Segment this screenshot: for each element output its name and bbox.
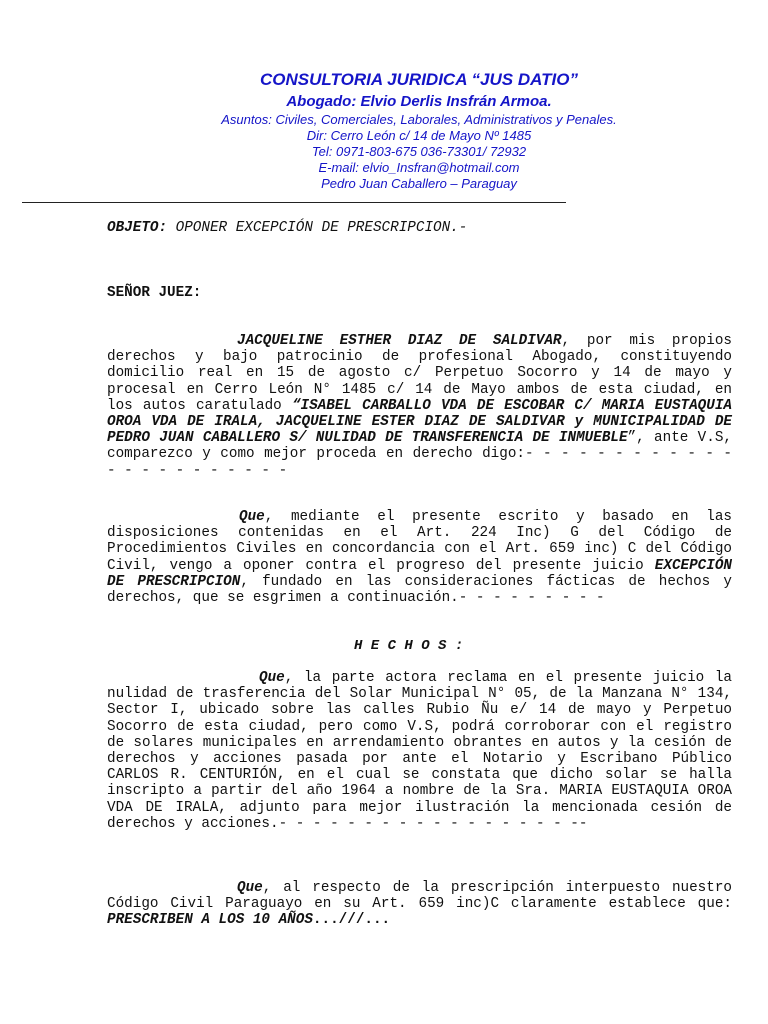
- phone-numbers: Tel: 0971-803-675 036-73301/ 72932: [311, 144, 527, 159]
- party-name: JACQUELINE ESTHER DIAZ DE SALDIVAR: [237, 333, 562, 349]
- paragraph-prescripcion: [107, 880, 732, 929]
- que-label: Que: [239, 509, 265, 525]
- paragraph-hechos: [107, 670, 732, 832]
- exception-title: EXCEPCIÓN DE PRESCRIPCION: [107, 557, 732, 590]
- office-address: Dir: Cerro León c/ 14 de Mayo Nº 1485: [306, 128, 532, 143]
- salutation: SEÑOR JUEZ:: [107, 285, 202, 301]
- hechos-heading: H E C H O S :: [354, 638, 464, 654]
- paragraph-excepcion: [107, 509, 732, 606]
- objeto-line: [107, 220, 732, 236]
- firm-name: CONSULTORIA JURIDICA “JUS DATIO”: [260, 70, 578, 89]
- objeto-text: OPONER EXCEPCIÓN DE PRESCRIPCION.-: [167, 220, 468, 236]
- continuation-mark: ...///...: [312, 912, 391, 929]
- paragraph2-text-a: , mediante el presente escrito y basado en las disposiciones contenidas en el Art. 224 Inc) G del Código de Procedimientos Civiles en concordancia con el Art. 659 inc) C del Código Civil, vengo a oponer contra el progreso del presente juicio: [107, 509, 732, 574]
- practice-areas: Asuntos: Civiles, Comerciales, Laborales, Administrativos y Penales.: [221, 112, 617, 127]
- paragraph1-text-a: , por mis propios derechos y bajo patrocinio de profesional Abogado, constituyendo domicilio real en 15 de agosto c/ Perpetuo Socorro y 14 de mayo y procesal en Cerro León N° 1485 c/ 14 de Mayo ambos de esta ciudad, en los autos caratulado: [107, 333, 732, 414]
- legal-quote: PRESCRIBEN A LOS 10 AÑOS: [107, 912, 313, 929]
- letterhead: [0, 68, 768, 192]
- paragraph-comparecencia: [107, 333, 732, 479]
- lawyer-name: Abogado: Elvio Derlis Insfrán Armoa.: [286, 93, 552, 110]
- email-address: E-mail: elvio_Insfran@hotmail.com: [318, 160, 520, 175]
- que-label: Que: [237, 880, 263, 896]
- paragraph3-text: , la parte actora reclama en el presente juicio la nulidad de trasferencia del Solar Municipal N° 05, de la Manzana N° 134, Sector I, ubicado sobre las calles Rubio Ñu e/ 14 de mayo y Perpetuo Socorro de esta ciudad, pero como V.S, podrá corroborar con el registro de solares municipales en arrendamiento obrantes en autos y la cesión de derechos y acciones pasada por ante el Notario y Escribano Público CARLOS R. CENTURIÓN, en el cual se constata que dicho solar se halla inscripto a partir del año 1964 a nombre de la Sra. MARIA EUSTAQUIA OROA VDA DE IRALA, adjunto para mejor ilustración la mencionada cesión de derechos y acciones.- - - - - - - - - - - - - - - - - --: [107, 670, 732, 832]
- case-caption: “ISABEL CARBALLO VDA DE ESCOBAR C/ MARIA EUSTAQUIA OROA VDA DE IRALA, JACQUELINE ESTER DIAZ DE SALDIVAR y MUNICIPALIDAD DE PEDRO JUAN CABALLERO S/ NULIDAD DE TRANSFERENCIA DE INMUEBLE: [107, 397, 733, 447]
- objeto-label: OBJETO:: [107, 220, 168, 236]
- city-country: Pedro Juan Caballero – Paraguay: [321, 176, 517, 191]
- paragraph2-text-b: , fundado en las consideraciones fácticas de hechos y derechos, que se esgrimen a continuación.- - - - - - - - -: [107, 573, 733, 607]
- paragraph4-text: , al respecto de la prescripción interpuesto nuestro Código Civil Paraguayo en su Art. 659 inc)C claramente establece que:: [107, 880, 732, 913]
- paragraph1-text-b: ”, ante V.S, comparezco y como mejor proceda en derecho digo:- - - - - - - - - - - - - - - - - - - - - - -: [107, 430, 732, 479]
- header-divider: [22, 202, 566, 203]
- que-label: Que: [259, 670, 285, 686]
